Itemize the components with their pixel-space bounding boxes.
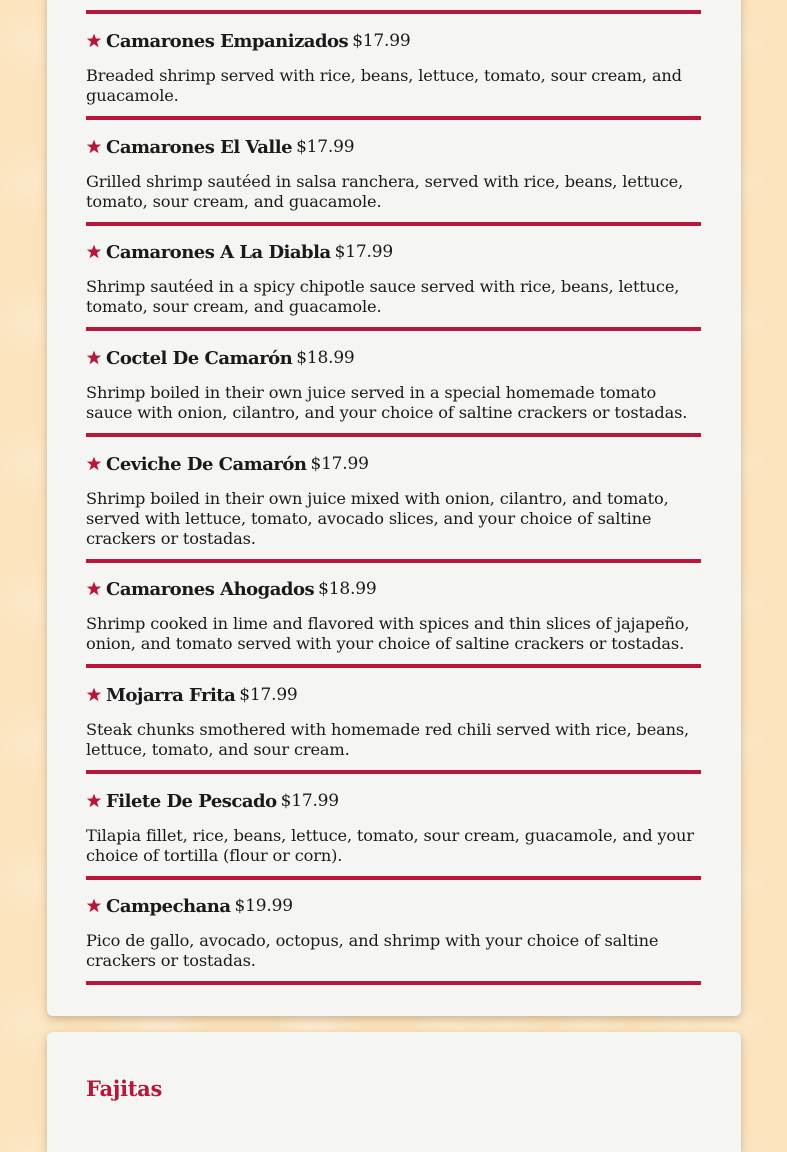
menu-item-heading (86, 577, 701, 601)
menu-item-heading (86, 240, 701, 264)
menu-item-camarones-ahogados (86, 577, 701, 654)
menu-item-price: $17.99 (352, 31, 411, 51)
divider (86, 222, 701, 226)
star-icon (86, 793, 102, 809)
divider (86, 664, 701, 668)
menu-item-description: Steak chunks smothered with homemade red chili served with rice, beans, lettuce, tomato, and sour cream. (86, 720, 690, 759)
menu-item-filete-de-pescado (86, 789, 701, 866)
fajitas-section-card (47, 1032, 741, 1152)
menu-item-camarones-empanizados (86, 29, 701, 106)
star-icon (86, 687, 102, 703)
divider (86, 116, 701, 120)
menu-item-description: Shrimp sautéed in a spicy chipotle sauce served with rice, beans, lettuce, tomato, sour cream, and guacamole. (86, 277, 680, 316)
menu-item-description: Shrimp cooked in lime and flavored with spices and thin slices of jajapeño, onion, and tomato served with your choice of saltine crackers or tostadas. (86, 614, 690, 653)
menu-item-name: Ceviche De Camarón (106, 453, 307, 475)
menu-item-name: Camarones El Valle (106, 136, 293, 158)
star-icon (86, 33, 102, 49)
menu-item-description: Pico de gallo, avocado, octopus, and shrimp with your choice of saltine crackers or tostadas. (86, 931, 659, 970)
menu-item-mojarra-frita (86, 683, 701, 760)
divider (86, 433, 701, 437)
section-title: Fajitas (86, 1076, 162, 1101)
menu-item-campechana (86, 894, 701, 971)
menu-item-heading (86, 29, 701, 53)
menu-item-heading (86, 789, 701, 813)
star-icon (86, 244, 102, 260)
divider (86, 10, 701, 14)
menu-item-name: Campechana (106, 895, 231, 917)
divider (86, 981, 701, 985)
star-icon (86, 139, 102, 155)
star-icon (86, 898, 102, 914)
menu-item-coctel-de-camaron (86, 346, 701, 423)
menu-item-heading (86, 135, 701, 159)
menu-item-price: $17.99 (280, 791, 339, 811)
menu-item-name: Camarones Empanizados (106, 30, 349, 52)
star-icon (86, 456, 102, 472)
menu-item-price: $17.99 (296, 137, 355, 157)
divider (86, 876, 701, 880)
divider (86, 327, 701, 331)
star-icon (86, 350, 102, 366)
menu-item-description: Shrimp boiled in their own juice served in a special homemade tomato sauce with onion, cilantro, and your choice of saltine crackers or tostadas. (86, 383, 688, 422)
menu-item-heading (86, 452, 701, 476)
menu-item-ceviche-de-camaron (86, 452, 701, 549)
menu-item-name: Camarones A La Diabla (106, 241, 331, 263)
star-icon (86, 581, 102, 597)
menu-item-description: Shrimp boiled in their own juice mixed with onion, cilantro, and tomato, served with lettuce, tomato, avocado slices, and your choice of saltine crackers or tostadas. (86, 489, 669, 548)
menu-item-price: $18.99 (296, 348, 355, 368)
menu-item-price: $17.99 (239, 685, 298, 705)
divider (86, 770, 701, 774)
menu-item-heading (86, 346, 701, 370)
menu-item-description: Grilled shrimp sautéed in salsa ranchera, served with rice, beans, lettuce, tomato, sour cream, and guacamole. (86, 172, 684, 211)
menu-item-price: $17.99 (310, 454, 369, 474)
menu-item-camarones-a-la-diabla (86, 240, 701, 317)
menu-item-description: Breaded shrimp served with rice, beans, lettuce, tomato, sour cream, and guacamole. (86, 66, 682, 105)
menu-item-heading (86, 894, 701, 918)
menu-item-description: Tilapia fillet, rice, beans, lettuce, tomato, sour cream, guacamole, and your choice of tortilla (flour or corn). (86, 826, 694, 865)
menu-item-heading (86, 683, 701, 707)
menu-item-price: $17.99 (334, 242, 393, 262)
menu-item-camarones-el-valle (86, 135, 701, 212)
menu-item-name: Camarones Ahogados (106, 578, 315, 600)
menu-item-name: Mojarra Frita (106, 684, 236, 706)
menu-item-price: $19.99 (234, 896, 293, 916)
divider (86, 559, 701, 563)
menu-section-card (47, 0, 741, 1016)
menu-item-price: $18.99 (318, 579, 377, 599)
menu-item-name: Filete De Pescado (106, 790, 277, 812)
menu-item-name: Coctel De Camarón (106, 347, 293, 369)
